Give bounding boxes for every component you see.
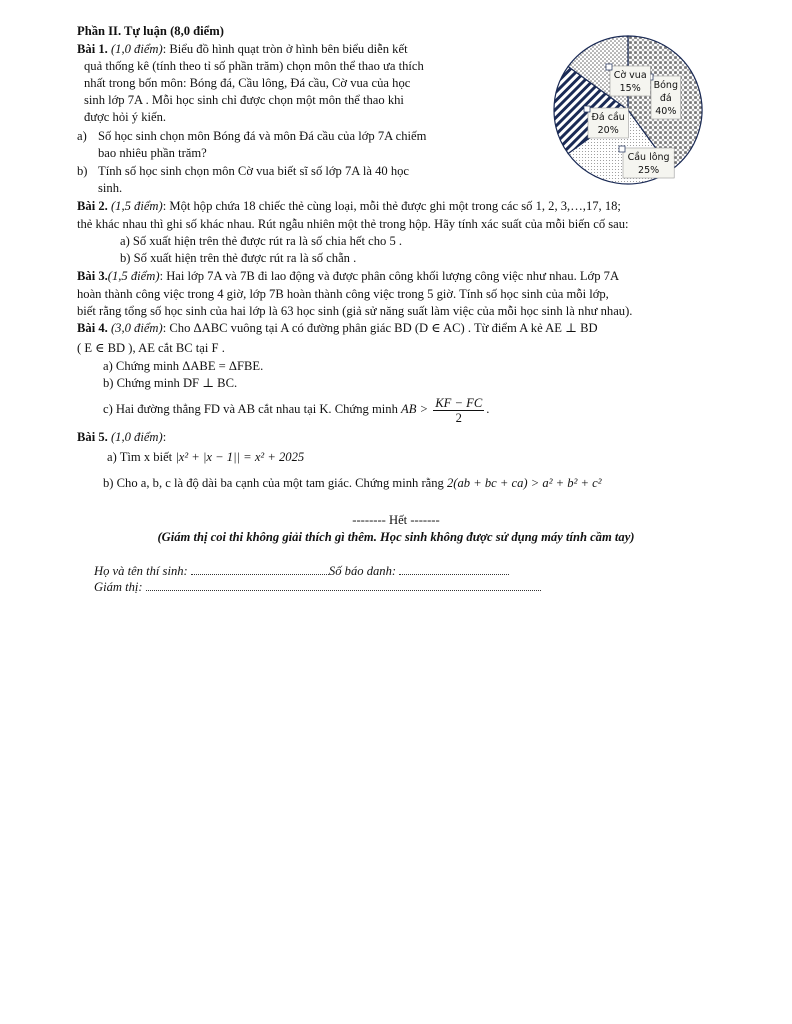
bai4-qc-text: c) Hai đường thẳng FD và AB cắt nhau tại K. Chứng minh bbox=[103, 402, 398, 416]
bai1-text-1: : Biểu đồ hình quạt tròn ở hình bên biểu diễn kết bbox=[162, 42, 408, 56]
proctor-label: Giám thị: bbox=[94, 580, 143, 594]
bai1-points: (1,0 điểm) bbox=[110, 42, 163, 56]
pie-category-label-1: Bóng bbox=[653, 80, 678, 91]
bai4-line-1 bbox=[77, 321, 598, 336]
bai2-line-1 bbox=[77, 199, 621, 214]
bai5-qa bbox=[107, 450, 304, 465]
bai5-qb-expr: 2(ab + bc + ca) > a² + b² + c² bbox=[446, 476, 602, 490]
pie-category-label-2: Cầu lông bbox=[627, 152, 670, 163]
bai3-text-1: : Hai lớp 7A và 7B đi lao động và được phân công khối lượng công việc như nhau. Lớp 7A bbox=[159, 269, 620, 283]
bai2-head: Bài 2. bbox=[77, 199, 108, 213]
candidate-number-field[interactable] bbox=[399, 564, 509, 575]
bai1-qa-label: a) bbox=[77, 129, 87, 143]
pie-category-label-1: đá bbox=[659, 93, 672, 104]
section-title: Phần II. Tự luận (8,0 điểm) bbox=[77, 24, 224, 38]
bai1-qa-line-1: Số học sinh chọn môn Bóng đá và môn Đá cầu của lớp 7A chiếm bbox=[98, 129, 427, 143]
pie-legend-key-2 bbox=[619, 146, 625, 152]
candidate-name-row bbox=[94, 564, 509, 579]
pie-legend-key-4 bbox=[606, 64, 612, 70]
bai5-qa-text: a) Tìm x biết bbox=[107, 450, 173, 464]
pie-chart bbox=[548, 30, 708, 190]
proctor-row bbox=[94, 580, 541, 595]
bai1-qb-label: b) bbox=[77, 164, 88, 178]
bai4-qc bbox=[103, 395, 489, 425]
bai4-points: (3,0 điểm) bbox=[110, 321, 163, 335]
bai1-line-1 bbox=[77, 42, 408, 57]
bai1-head: Bài 1. bbox=[77, 42, 108, 56]
bai2-text-1: : Một hộp chứa 18 chiếc thẻ cùng loại, mỗi thẻ được ghi một trong các số 1, 2, 3,…,17, 18; bbox=[162, 199, 621, 213]
bai4-qc-denominator: 2 bbox=[455, 410, 462, 425]
pie-value-label-1: 40% bbox=[655, 106, 677, 117]
bai1-line-2: quả thống kê (tính theo tỉ số phần trăm) chọn môn thể thao ưa thích bbox=[84, 59, 424, 73]
bai5-head: Bài 5. bbox=[77, 430, 108, 444]
pie-label-3 bbox=[584, 106, 628, 138]
bai4-qc-end: . bbox=[486, 402, 490, 416]
bai5-colon: : bbox=[162, 430, 167, 444]
bai5-qb bbox=[103, 476, 602, 491]
bai5-points: (1,0 điểm) bbox=[110, 430, 163, 444]
bai3-head: Bài 3. bbox=[77, 269, 108, 283]
candidate-name-label: Họ và tên thí sinh: bbox=[94, 564, 188, 578]
bai3-line-1 bbox=[77, 269, 619, 284]
bai4-qc-numerator: KF − FC bbox=[435, 395, 483, 410]
bai4-head: Bài 4. bbox=[77, 321, 108, 335]
bai2-points: (1,5 điểm) bbox=[110, 199, 163, 213]
bai3-points: (1,5 điểm) bbox=[107, 269, 160, 283]
pie-category-label-4: Cờ vua bbox=[613, 70, 647, 81]
bai4-qa: a) Chứng minh ΔABE = ΔFBE. bbox=[103, 359, 264, 373]
pie-value-label-4: 15% bbox=[619, 83, 641, 94]
bai1-line-5: được hỏi ý kiến. bbox=[84, 110, 167, 124]
candidate-name-field[interactable] bbox=[191, 564, 329, 575]
bai5-qa-expr: |x² + |x − 1|| = x² + 2025 bbox=[175, 450, 305, 464]
bai2-qa: a) Số xuất hiện trên thẻ được rút ra là số chia hết cho 5 . bbox=[120, 234, 403, 248]
pie-label-4 bbox=[606, 64, 650, 96]
bai1-line-3: nhất trong bốn môn: Bóng đá, Cầu lông, Đá cầu, Cờ vua của học bbox=[84, 76, 411, 90]
bai1-qb-line-2: sinh. bbox=[98, 181, 123, 195]
pie-label-2 bbox=[619, 146, 674, 178]
pie-value-label-2: 25% bbox=[638, 165, 660, 176]
bai5-line-1 bbox=[77, 430, 166, 445]
pie-category-label-3: Đá cầu bbox=[591, 112, 625, 123]
bai2-qb: b) Số xuất hiện trên thẻ được rút ra là số chẵn . bbox=[120, 251, 357, 265]
bai1-qa-line-2: bao nhiêu phần trăm? bbox=[98, 146, 207, 160]
candidate-number-label: Số báo danh: bbox=[328, 564, 397, 578]
bai1-line-4: sinh lớp 7A . Mỗi học sinh chỉ được chọn một môn thể thao khi bbox=[84, 93, 404, 107]
bai4-line-2: ( E ∈ BD ), AE cắt BC tại F . bbox=[77, 341, 225, 355]
bai1-qb-line-1: Tính số học sinh chọn môn Cờ vua biết sĩ số lớp 7A là 40 học bbox=[98, 164, 410, 178]
proctor-note: (Giám thị coi thi không giải thích gì thêm. Học sinh không được sử dụng máy tính cầm tay) bbox=[157, 530, 635, 544]
bai2-line-2: thẻ khác nhau thì ghi số khác nhau. Rút ngẫu nhiên một thẻ trong hộp. Hãy tính xác suất của mỗi biến cố sau: bbox=[77, 217, 629, 231]
end-marker: -------- Hết ------- bbox=[352, 513, 440, 527]
pie-value-label-3: 20% bbox=[597, 125, 619, 136]
bai3-line-3: biết rằng tổng số học sinh của hai lớp là 63 học sinh (giả sử năng suất làm việc của mỗi học sinh là như nhau). bbox=[77, 304, 633, 318]
bai4-text-1: : Cho ΔABC vuông tại A có đường phân giác BD (D ∈ AC) . Từ điểm A kẻ AE ⊥ BD bbox=[162, 321, 598, 335]
pie-legend-key-3 bbox=[584, 106, 590, 112]
bai4-qc-lhs: AB > bbox=[401, 402, 429, 416]
bai5-qb-text: b) Cho a, b, c là độ dài ba cạnh của một tam giác. Chứng minh rằng bbox=[103, 476, 444, 490]
pie-label-1 bbox=[647, 74, 681, 119]
bai3-line-2: hoàn thành công việc trong 4 giờ, lớp 7B hoàn thành công việc trong 5 giờ. Tính số học sinh của mỗi lớp, bbox=[77, 287, 609, 301]
bai4-qb: b) Chứng minh DF ⊥ BC. bbox=[103, 376, 238, 390]
proctor-field[interactable] bbox=[146, 580, 541, 591]
bai4-qc-fraction bbox=[433, 396, 484, 425]
